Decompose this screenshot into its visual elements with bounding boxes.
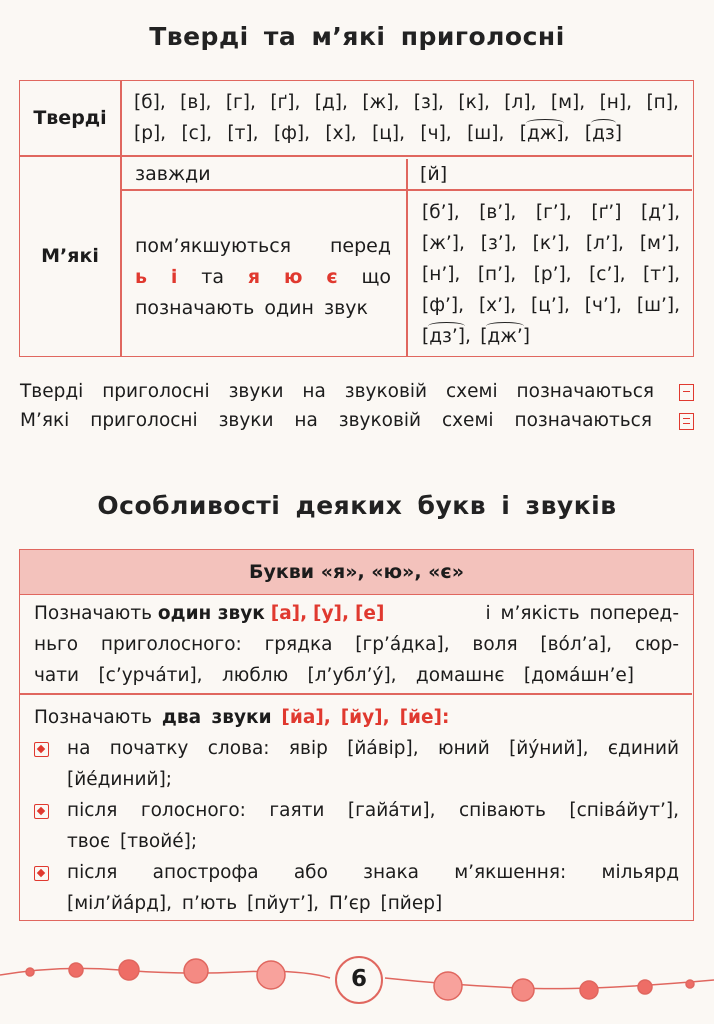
sound-token: [м], [550, 92, 586, 113]
sound-token: [т’], [642, 264, 680, 285]
soft-consonant-scheme-icon [679, 413, 694, 430]
sound-token: [дз’], [422, 321, 471, 352]
text-word: схемі [445, 381, 498, 402]
text-word: приголосного: [100, 634, 242, 655]
sound-token: [з’], [480, 233, 517, 254]
text-word: явір [288, 738, 328, 759]
sound-token: [ф], [273, 123, 311, 144]
text-word: [л’убл’ý], [307, 665, 397, 686]
section-title-features: Особливості деяких букв і звуків [97, 491, 617, 520]
page-number: 6 [335, 956, 383, 1004]
sound-token: [ґ], [270, 92, 301, 113]
text-word: домашнє [415, 665, 505, 686]
text-word: на [294, 410, 318, 431]
text-word: після [67, 800, 118, 821]
text-word: [домáшн’е] [523, 665, 634, 686]
sound-token: [в’], [479, 202, 517, 223]
text-word: співають [458, 800, 546, 821]
sound-token: [б], [134, 92, 166, 113]
sound-token: [ц], [372, 123, 406, 144]
soft-always-label: завжди [135, 163, 211, 185]
one-sound-section: Позначають один звук [а], [у], [е] і м’якість поперед- ньго приголосного: грядка [гр’áдка], воля [вóл’а], сюр- чати [с’урчáти], люблю [л’убл’ý], домашнє [домáшн’е] [34, 598, 679, 691]
bullet-diamond-icon [34, 742, 49, 757]
text-word: приголосні [102, 381, 210, 402]
text-word: звуки [228, 381, 284, 402]
hard-consonant-scheme-icon [679, 384, 694, 401]
text-word: єдиний [607, 738, 679, 759]
sound-token: [п], [646, 92, 679, 113]
text-word: звуки [218, 410, 274, 431]
sound-token: [р], [134, 123, 167, 144]
text-word: приголосні [90, 410, 198, 431]
text-word: слова: [207, 738, 270, 759]
note-hard-consonants [20, 377, 694, 407]
text-word: схемі [441, 410, 494, 431]
text-word: чати [34, 665, 80, 686]
section-title-consonants: Тверді та м’які приголосні [149, 22, 565, 51]
sound-token: [х], [325, 123, 357, 144]
text-word: на [302, 381, 326, 402]
sound-token: [х’], [478, 295, 517, 316]
sound-token: [ш’], [636, 295, 680, 316]
bullet-diamond-icon [34, 866, 49, 881]
sound-token: [л], [504, 92, 537, 113]
text-word: голосного: [140, 800, 246, 821]
text-word: юний [438, 738, 490, 759]
sound-token: [б’], [422, 202, 460, 223]
text-word: ньго [34, 634, 79, 655]
sound-token: [дж’] [480, 321, 530, 352]
letters-ya-yu-ye-box [19, 549, 694, 921]
text-word: м’якшення: [454, 862, 567, 883]
note-soft-consonants [20, 406, 694, 436]
row-label-soft: М’які [41, 245, 99, 267]
two-sounds-section: Позначають два звуки [йа], [йу], [йе]: на початку слова: явір [йáвір], юний [йýний], єдиний [йéдиний]; після голосного: гаяти [гайáти], співають [співáйут’], твоє [твойé]; після апострофа або знака м’якшення: мільярд [міл’йáрд], п’ють [пйут’], П’єр [пйер] [34, 702, 679, 919]
text-word: [с’урчáти], [98, 665, 203, 686]
sound-token: [з], [413, 92, 444, 113]
soft-condition-description: пом’якшуються перед ь і та я ю є що позначають один звук [135, 235, 391, 319]
sound-token: [н’], [422, 264, 461, 285]
sound-token: [к], [458, 92, 490, 113]
bullet-diamond-icon [34, 804, 49, 819]
letters-box-header: Букви «я», «ю», «є» [20, 550, 693, 595]
text-word: гаяти [269, 800, 325, 821]
text-word: [співáйут’], [569, 800, 679, 821]
soft-sounds [422, 197, 680, 352]
sound-token: [г’], [535, 202, 572, 223]
text-word: М’які [20, 410, 70, 431]
sound-token: [д’], [641, 202, 680, 223]
sound-token: [л’], [585, 233, 624, 254]
text-word: [гайáти], [347, 800, 436, 821]
text-word: після [67, 862, 118, 883]
text-word: сюр- [634, 634, 679, 655]
text-word: [гр’áдка], [355, 634, 450, 655]
hard-sounds [134, 87, 679, 149]
sound-token: [ж’], [422, 233, 465, 254]
sound-token: [ґ’] [591, 202, 622, 223]
text-word: [вóл’а], [540, 634, 613, 655]
sound-token: [ц’], [531, 295, 570, 316]
row-label-hard: Тверді [33, 107, 107, 129]
text-word: мільярд [601, 862, 679, 883]
sound-token: [в], [180, 92, 212, 113]
list-item: після апострофа або знака м’якшення: мільярд [міл’йáрд], п’ють [пйут’], П’єр [пйер] [34, 857, 679, 919]
text-word: воля [472, 634, 518, 655]
text-word: позначаються [514, 410, 652, 431]
sound-token: [с’], [589, 264, 626, 285]
text-word: або [293, 862, 328, 883]
sound-token: [ф’], [422, 295, 465, 316]
sound-token: [д], [314, 92, 348, 113]
sound-token: [р’], [533, 264, 572, 285]
text-word: на [67, 738, 91, 759]
sound-token: [дз] [585, 118, 622, 149]
text-word: [йáвір], [347, 738, 419, 759]
consonants-table [19, 80, 694, 357]
sound-token: [к’], [532, 233, 571, 254]
soft-always-sound: [й] [420, 163, 448, 185]
text-word: люблю [221, 665, 289, 686]
sound-token: [г], [225, 92, 256, 113]
sound-token: [с], [181, 123, 212, 144]
sound-token: [дж], [520, 118, 570, 149]
list-item: після голосного: гаяти [гайáти], співають [співáйут’], твоє [твойé]; [34, 795, 679, 857]
text-word: початку [109, 738, 189, 759]
sound-token: [ш], [467, 123, 505, 144]
text-word: звуковій [338, 410, 422, 431]
text-word: грядка [264, 634, 333, 655]
text-word: звуковій [344, 381, 428, 402]
sound-token: [ч’], [584, 295, 622, 316]
sound-token: [т], [227, 123, 259, 144]
text-word: Тверді [20, 381, 84, 402]
sound-token: [п’], [477, 264, 517, 285]
text-word: [йýний], [509, 738, 589, 759]
sound-token: [ч], [420, 123, 452, 144]
text-word: позначаються [516, 381, 655, 402]
text-word: знака [363, 862, 419, 883]
sound-token: [ж], [362, 92, 400, 113]
sound-token: [м’], [639, 233, 680, 254]
text-word: апострофа [152, 862, 259, 883]
sound-token: [н], [599, 92, 633, 113]
list-item: на початку слова: явір [йáвір], юний [йýний], єдиний [йéдиний]; [34, 733, 679, 795]
